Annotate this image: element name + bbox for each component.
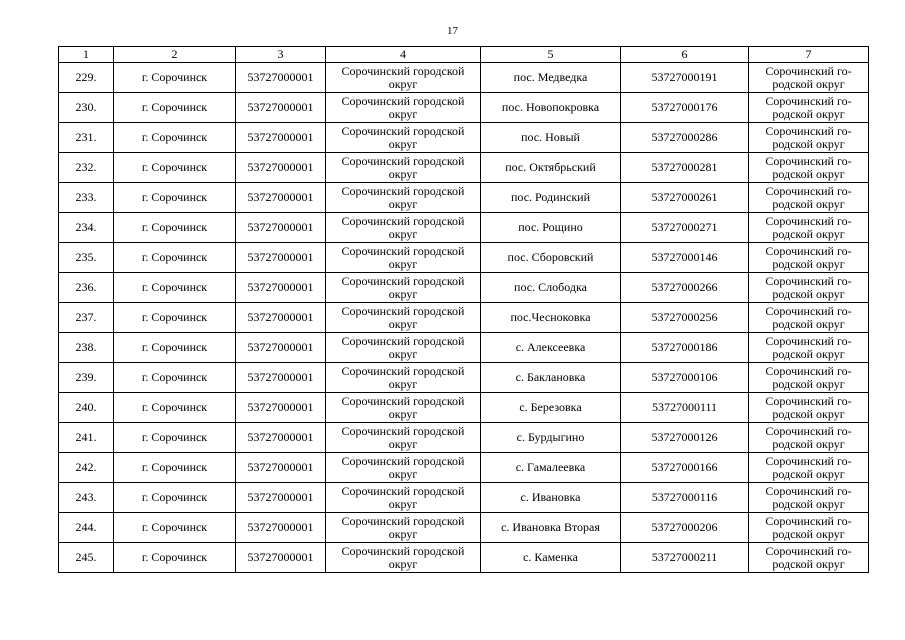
district-cell: Сорочинский городской округ <box>326 63 481 93</box>
row-number: 241. <box>59 423 114 453</box>
district-cell: Сорочинский городской округ <box>326 393 481 423</box>
settlement-code-cell: 53727000126 <box>621 423 749 453</box>
settlement-code-cell: 53727000191 <box>621 63 749 93</box>
settlement-code-cell: 53727000166 <box>621 453 749 483</box>
table-row <box>59 423 869 453</box>
okrug-cell: Сорочинский го-родской округ <box>749 363 869 393</box>
okrug-cell: Сорочинский го-родской округ <box>749 123 869 153</box>
row-number: 229. <box>59 63 114 93</box>
settlement-cell: пос. Сборовский <box>481 243 621 273</box>
row-number: 242. <box>59 453 114 483</box>
settlement-code-cell: 53727000286 <box>621 123 749 153</box>
city-code-cell: 53727000001 <box>236 123 326 153</box>
column-header: 4 <box>326 47 481 63</box>
row-number: 230. <box>59 93 114 123</box>
city-cell: г. Сорочинск <box>114 333 236 363</box>
row-number: 245. <box>59 543 114 573</box>
district-cell: Сорочинский городской округ <box>326 363 481 393</box>
okrug-cell: Сорочинский го-родской округ <box>749 513 869 543</box>
settlement-code-cell: 53727000271 <box>621 213 749 243</box>
okrug-cell: Сорочинский го-родской округ <box>749 303 869 333</box>
city-cell: г. Сорочинск <box>114 93 236 123</box>
settlement-cell: пос. Родинский <box>481 183 621 213</box>
table-row <box>59 153 869 183</box>
city-cell: г. Сорочинск <box>114 153 236 183</box>
city-code-cell: 53727000001 <box>236 543 326 573</box>
row-number: 240. <box>59 393 114 423</box>
row-number: 231. <box>59 123 114 153</box>
district-cell: Сорочинский городской округ <box>326 153 481 183</box>
row-number: 238. <box>59 333 114 363</box>
city-code-cell: 53727000001 <box>236 63 326 93</box>
district-cell: Сорочинский городской округ <box>326 243 481 273</box>
table-row <box>59 393 869 423</box>
okrug-cell: Сорочинский го-родской округ <box>749 183 869 213</box>
row-number: 239. <box>59 363 114 393</box>
row-number: 232. <box>59 153 114 183</box>
city-cell: г. Сорочинск <box>114 123 236 153</box>
settlement-cell: пос. Рощино <box>481 213 621 243</box>
row-number: 236. <box>59 273 114 303</box>
table-row <box>59 483 869 513</box>
table-row <box>59 363 869 393</box>
settlement-cell: с. Ивановка Вторая <box>481 513 621 543</box>
city-code-cell: 53727000001 <box>236 153 326 183</box>
table-row <box>59 543 869 573</box>
district-cell: Сорочинский городской округ <box>326 483 481 513</box>
table-row <box>59 333 869 363</box>
table-row <box>59 123 869 153</box>
city-code-cell: 53727000001 <box>236 183 326 213</box>
header-row <box>59 47 869 63</box>
city-code-cell: 53727000001 <box>236 423 326 453</box>
city-cell: г. Сорочинск <box>114 213 236 243</box>
city-cell: г. Сорочинск <box>114 513 236 543</box>
district-cell: Сорочинский городской округ <box>326 183 481 213</box>
city-cell: г. Сорочинск <box>114 543 236 573</box>
settlement-cell: пос. Новопокровка <box>481 93 621 123</box>
settlement-cell: с. Березовка <box>481 393 621 423</box>
column-header: 3 <box>236 47 326 63</box>
settlement-code-cell: 53727000116 <box>621 483 749 513</box>
city-cell: г. Сорочинск <box>114 453 236 483</box>
settlement-code-cell: 53727000186 <box>621 333 749 363</box>
table-row <box>59 453 869 483</box>
city-cell: г. Сорочинск <box>114 303 236 333</box>
settlement-cell: с. Каменка <box>481 543 621 573</box>
row-number: 243. <box>59 483 114 513</box>
city-cell: г. Сорочинск <box>114 183 236 213</box>
table-row <box>59 273 869 303</box>
city-cell: г. Сорочинск <box>114 363 236 393</box>
row-number: 237. <box>59 303 114 333</box>
city-code-cell: 53727000001 <box>236 513 326 543</box>
okrug-cell: Сорочинский го-родской округ <box>749 483 869 513</box>
district-cell: Сорочинский городской округ <box>326 513 481 543</box>
district-cell: Сорочинский городской округ <box>326 123 481 153</box>
district-cell: Сорочинский городской округ <box>326 213 481 243</box>
settlement-cell: пос.Чесноковка <box>481 303 621 333</box>
settlement-code-cell: 53727000256 <box>621 303 749 333</box>
city-cell: г. Сорочинск <box>114 483 236 513</box>
okrug-cell: Сорочинский го-родской округ <box>749 393 869 423</box>
settlement-cell: пос. Слободка <box>481 273 621 303</box>
district-cell: Сорочинский городской округ <box>326 93 481 123</box>
city-code-cell: 53727000001 <box>236 333 326 363</box>
okrug-cell: Сорочинский го-родской округ <box>749 273 869 303</box>
table-row <box>59 303 869 333</box>
district-cell: Сорочинский городской округ <box>326 543 481 573</box>
city-code-cell: 53727000001 <box>236 303 326 333</box>
row-number: 244. <box>59 513 114 543</box>
row-number: 234. <box>59 213 114 243</box>
city-cell: г. Сорочинск <box>114 423 236 453</box>
table-row <box>59 513 869 543</box>
city-cell: г. Сорочинск <box>114 273 236 303</box>
table-row <box>59 213 869 243</box>
district-cell: Сорочинский городской округ <box>326 423 481 453</box>
okrug-cell: Сорочинский го-родской округ <box>749 543 869 573</box>
column-header: 7 <box>749 47 869 63</box>
settlement-code-cell: 53727000111 <box>621 393 749 423</box>
settlement-code-cell: 53727000146 <box>621 243 749 273</box>
table-row <box>59 183 869 213</box>
okrug-cell: Сорочинский го-родской округ <box>749 63 869 93</box>
settlement-cell: пос. Октябрьский <box>481 153 621 183</box>
settlement-cell: пос. Новый <box>481 123 621 153</box>
city-code-cell: 53727000001 <box>236 483 326 513</box>
okrug-cell: Сорочинский го-родской округ <box>749 243 869 273</box>
row-number: 233. <box>59 183 114 213</box>
settlement-code-cell: 53727000266 <box>621 273 749 303</box>
okrug-cell: Сорочинский го-родской округ <box>749 333 869 363</box>
district-cell: Сорочинский городской округ <box>326 453 481 483</box>
district-cell: Сорочинский городской округ <box>326 333 481 363</box>
city-code-cell: 53727000001 <box>236 393 326 423</box>
row-number: 235. <box>59 243 114 273</box>
okrug-cell: Сорочинский го-родской округ <box>749 93 869 123</box>
okrug-cell: Сорочинский го-родской округ <box>749 213 869 243</box>
city-cell: г. Сорочинск <box>114 63 236 93</box>
okrug-cell: Сорочинский го-родской округ <box>749 423 869 453</box>
table-body <box>59 63 869 573</box>
settlement-cell: пос. Медведка <box>481 63 621 93</box>
district-cell: Сорочинский городской округ <box>326 303 481 333</box>
column-header: 2 <box>114 47 236 63</box>
city-code-cell: 53727000001 <box>236 363 326 393</box>
city-cell: г. Сорочинск <box>114 243 236 273</box>
page-number: 17 <box>447 25 458 37</box>
settlement-code-cell: 53727000211 <box>621 543 749 573</box>
district-cell: Сорочинский городской округ <box>326 273 481 303</box>
column-header: 5 <box>481 47 621 63</box>
settlement-cell: с. Ивановка <box>481 483 621 513</box>
settlement-code-cell: 53727000206 <box>621 513 749 543</box>
city-code-cell: 53727000001 <box>236 213 326 243</box>
settlement-cell: с. Алексеевка <box>481 333 621 363</box>
table-row <box>59 63 869 93</box>
table-row <box>59 243 869 273</box>
city-code-cell: 53727000001 <box>236 93 326 123</box>
city-code-cell: 53727000001 <box>236 453 326 483</box>
city-code-cell: 53727000001 <box>236 273 326 303</box>
settlement-cell: с. Гамалеевка <box>481 453 621 483</box>
table-row <box>59 93 869 123</box>
city-code-cell: 53727000001 <box>236 243 326 273</box>
okrug-cell: Сорочинский го-родской округ <box>749 153 869 183</box>
column-header: 6 <box>621 47 749 63</box>
settlement-code-cell: 53727000281 <box>621 153 749 183</box>
settlements-table <box>58 46 869 573</box>
okrug-cell: Сорочинский го-родской округ <box>749 453 869 483</box>
settlement-cell: с. Баклановка <box>481 363 621 393</box>
city-cell: г. Сорочинск <box>114 393 236 423</box>
column-header: 1 <box>59 47 114 63</box>
settlement-cell: с. Бурдыгино <box>481 423 621 453</box>
settlement-code-cell: 53727000106 <box>621 363 749 393</box>
settlement-code-cell: 53727000176 <box>621 93 749 123</box>
settlement-code-cell: 53727000261 <box>621 183 749 213</box>
